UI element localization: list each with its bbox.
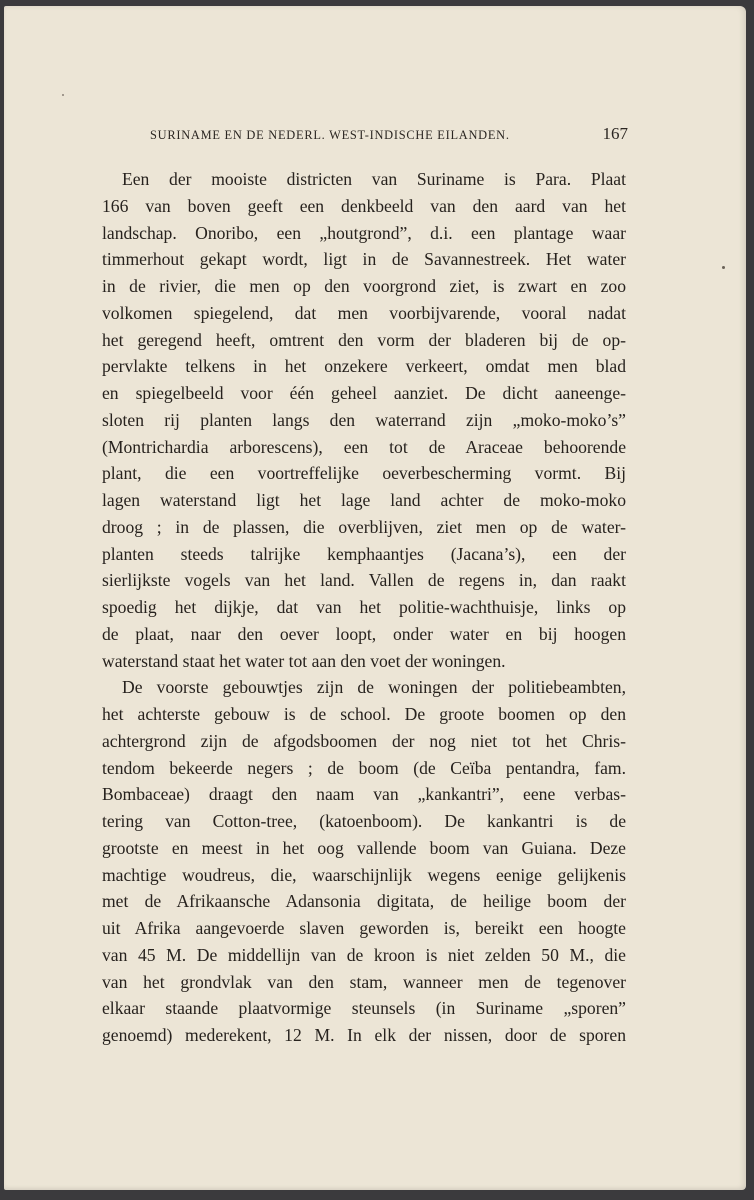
- text-line: sloten rij planten langs den waterrand zijn „moko-moko’s”: [102, 409, 626, 430]
- running-head: [142, 124, 628, 148]
- text-line: het geregend heeft, omtrent den vorm der bladeren bij de op-: [102, 329, 626, 350]
- text-line: tendom bekeerde negers ; de boom (de Ceïba pentandra, fam.: [102, 757, 626, 778]
- text-line: van 45 M. De middellijn van de kroon is niet zelden 50 M., die: [102, 944, 626, 965]
- body-text: [102, 166, 626, 1049]
- text-line: lagen waterstand ligt het lage land achter de moko-moko: [102, 490, 626, 510]
- text-line: (Montrichardia arborescens), een tot de Araceae behoorende: [102, 436, 626, 457]
- paper-speck: [62, 94, 64, 96]
- text-line: droog ; in de plassen, die overblijven, ziet men op de water-: [102, 516, 626, 537]
- text-line: grootste en meest in het oog vallende boom van Guiana. Deze: [102, 837, 626, 858]
- paper-speck: [722, 266, 725, 269]
- text-line: tering van Cotton-tree, (katoenboom). De kankantri is de: [102, 811, 626, 831]
- text-line: genoemd) mederekent, 12 M. In elk der nissen, door de sporen: [102, 1025, 626, 1045]
- text-line: De voorste gebouwtjes zijn de woningen der politiebeambten,: [122, 677, 626, 698]
- text-line: machtige woudreus, die, waarschijnlijk wegens eenige gelijkenis: [102, 864, 626, 885]
- text-line: in de rivier, die men op den voorgrond ziet, is zwart en zoo: [102, 276, 626, 296]
- text-line: met de Afrikaansche Adansonia digitata, de heilige boom der: [102, 891, 626, 912]
- text-line: achtergrond zijn de afgodsboomen der nog niet tot het Chris-: [102, 730, 626, 751]
- text-line: Bombaceae) draagt den naam van „kankantri”, eene verbas-: [102, 784, 626, 805]
- text-line: uit Afrika aangevoerde slaven geworden is, bereikt een hoogte: [102, 918, 626, 938]
- text-line: van het grondvlak van den stam, wanneer men de tegenover: [102, 971, 626, 992]
- text-line: elkaar staande plaatvormige steunsels (in Suriname „sporen”: [102, 998, 626, 1019]
- text-line: plant, die een voortreffelijke oeverbescherming vormt. Bij: [102, 463, 626, 484]
- text-line: pervlakte telkens in het onzekere verkeert, omdat men blad: [102, 356, 626, 377]
- text-line: landschap. Onoribo, een „houtgrond”, d.i. een plantage waar: [102, 222, 626, 243]
- text-line: volkomen spiegelend, dat men voorbijvarende, vooral nadat: [102, 302, 626, 323]
- book-page: [4, 6, 746, 1190]
- text-line: planten steeds talrijke kemphaantjes (Jacana’s), een der: [102, 543, 626, 564]
- text-line: en spiegelbeeld voor één geheel aanziet. De dicht aaneenge-: [102, 383, 626, 403]
- text-line: Een der mooiste districten van Suriname is Para. Plaat: [122, 169, 626, 189]
- text-line: sierlijkste vogels van het land. Vallen de regens in, dan raakt: [102, 570, 626, 591]
- text-line: de plaat, naar den oever loopt, onder water en bij hoogen: [102, 623, 626, 644]
- page-number: 167: [602, 124, 628, 143]
- text-line: spoedig het dijkje, dat van het politie-wachthuisje, links op: [102, 597, 626, 617]
- running-head-title: SURINAME EN DE NEDERL. WEST-INDISCHE EILANDEN.: [150, 128, 510, 142]
- text-line: 166 van boven geeft een denkbeeld van den aard van het: [102, 195, 626, 216]
- text-line: waterstand staat het water tot aan den voet der woningen.: [102, 650, 506, 671]
- text-line: timmerhout gekapt wordt, ligt in de Savannestreek. Het water: [102, 249, 626, 270]
- text-line: het achterste gebouw is de school. De groote boomen op den: [102, 704, 626, 724]
